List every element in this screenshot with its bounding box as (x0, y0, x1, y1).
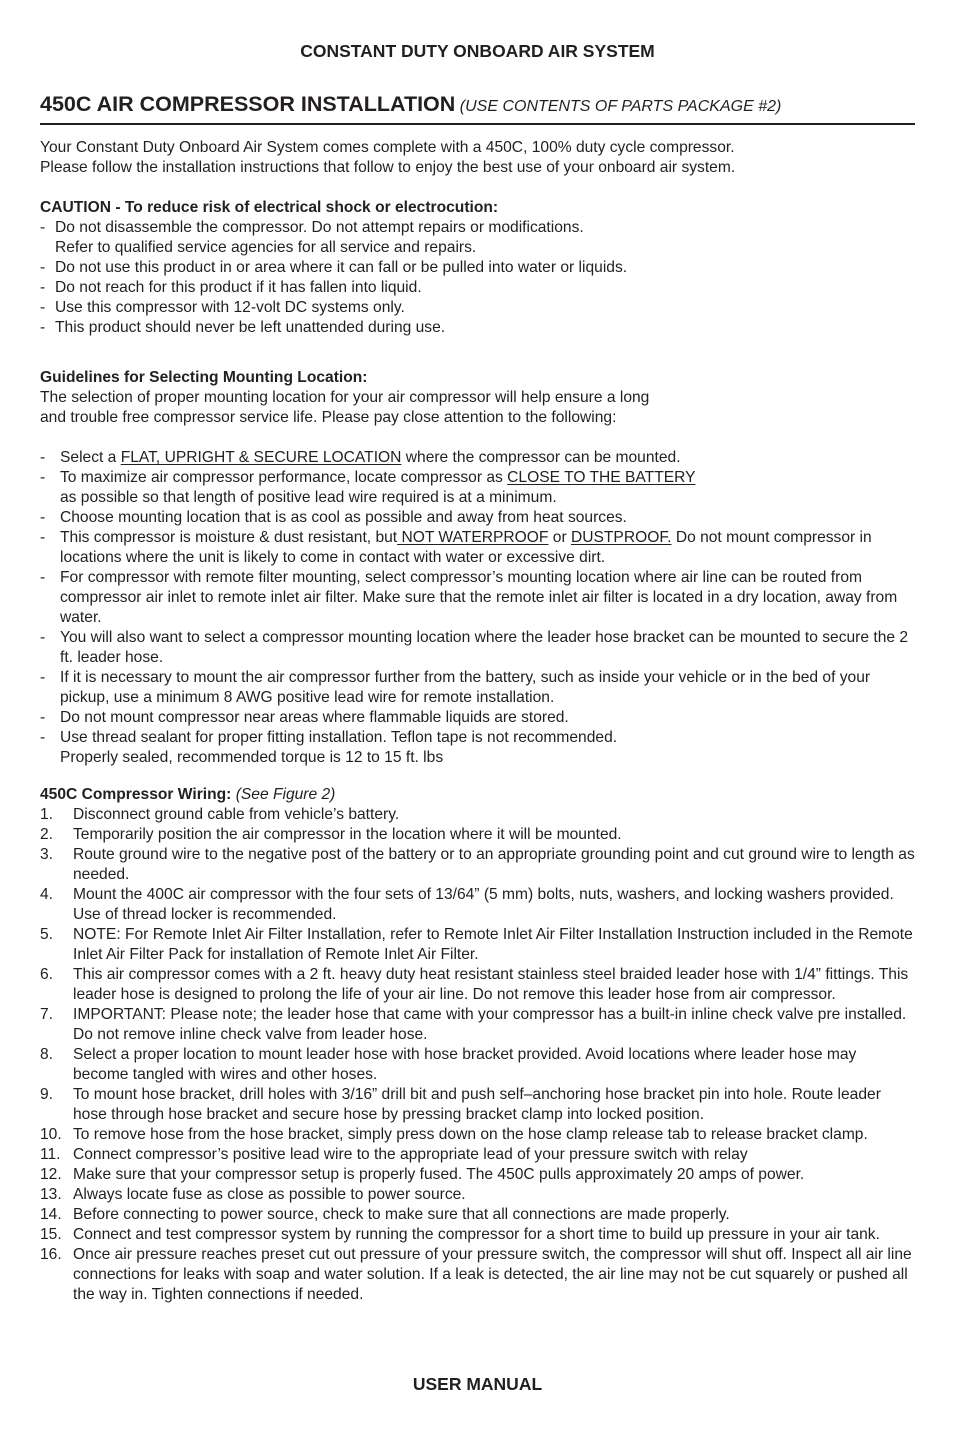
step-text: IMPORTANT: Please note; the leader hose that came with your compressor has a built-in inline check valve pre installed. Do not remove inline check valve from leader hose. (73, 1006, 907, 1043)
wiring-step (40, 965, 915, 1005)
guideline-item: - For compressor with remote filter mounting, select compressor’s mounting location where air line can be routed from compressor air inlet to remote inlet air filter. Make sure that the remote inlet air filter is located in a dry location, away from water. (40, 569, 898, 626)
step-number: 6. (40, 966, 54, 983)
step-text: To mount hose bracket, drill holes with 3/16” drill bit and push self–anchoring hose bracket pin into hole. Route leader hose through hose bracket and secure hose by pressing bracket clamp into locked position. (73, 1086, 881, 1123)
step-text: Disconnect ground cable from vehicle’s battery. (73, 806, 400, 823)
step-number: 3. (40, 846, 54, 863)
caution-item: - Do not reach for this product if it has fallen into liquid. (40, 279, 422, 296)
guideline-item: - This compressor is moisture & dust resistant, but NOT WATERPROOF or DUSTPROOF. Do not mount compressor in locations where the unit is likely to come in contact with water or excessive dirt. (40, 529, 872, 566)
section-title-main: 450C AIR COMPRESSOR INSTALLATION (40, 92, 456, 116)
step-number: 10. (40, 1126, 62, 1143)
guidelines-intro: The selection of proper mounting location for your air compressor will help ensure a long (40, 389, 650, 406)
step-text: Temporarily position the air compressor in the location where it will be mounted. (73, 826, 622, 843)
caution-item: - Use this compressor with 12-volt DC systems only. (40, 299, 405, 316)
intro-line: Please follow the installation instructions that follow to enjoy the best use of your onboard air system. (40, 159, 736, 176)
step-text: Before connecting to power source, check to make sure that all connections are made properly. (73, 1206, 730, 1223)
section-title (40, 92, 915, 125)
step-text: Once air pressure reaches preset cut out pressure of your pressure switch, the compressor will shut off. Inspect all air line connections for leaks with soap and water solution. If a leak is detected, the air line may not be cut squarely or pushed all the way in. Tighten connections if needed. (73, 1246, 912, 1303)
step-number: 2. (40, 826, 54, 843)
guideline-item: - Choose mounting location that is as cool as possible and away from heat sources. (40, 509, 627, 526)
guidelines-section (40, 368, 915, 768)
caution-section (40, 198, 915, 338)
wiring-step (40, 1165, 915, 1185)
step-number: 7. (40, 1006, 54, 1023)
wiring-steps-list (40, 805, 915, 1305)
guideline-item: - If it is necessary to mount the air compressor further from the battery, such as inside your vehicle or in the bed of your pickup, use a minimum 8 AWG positive lead wire for remote installation. (40, 669, 871, 706)
wiring-step (40, 1185, 915, 1205)
step-number: 1. (40, 806, 54, 823)
wiring-step (40, 1045, 915, 1085)
step-text: NOTE: For Remote Inlet Air Filter Installation, refer to Remote Inlet Air Filter Installation Instruction included in the Remote Inlet Air Filter Pack for installation of Remote Inlet Air Filter. (73, 926, 913, 963)
step-number: 15. (40, 1226, 62, 1243)
footer-label: USER MANUAL (412, 1374, 543, 1394)
wiring-step (40, 1205, 915, 1225)
caution-item: - This product should never be left unattended during use. (40, 319, 446, 336)
step-text: Make sure that your compressor setup is properly fused. The 450C pulls approximately 20 amps of power. (73, 1166, 805, 1183)
wiring-heading: 450C Compressor Wiring: (40, 786, 232, 803)
guideline-item: - To maximize air compressor performance, locate compressor as CLOSE TO THE BATTERY as possible so that length of positive lead wire required is at a minimum. (40, 469, 696, 506)
guideline-item: - Select a FLAT, UPRIGHT & SECURE LOCATION where the compressor can be mounted. (40, 449, 681, 466)
caution-item: - Do not disassemble the compressor. Do not attempt repairs or modifications. Refer to qualified service agencies for all service and repairs. (40, 219, 584, 256)
caution-item: - Do not use this product in or area where it can fall or be pulled into water or liquids. (40, 259, 628, 276)
step-text: To remove hose from the hose bracket, simply press down on the hose clamp release tab to release bracket clamp. (73, 1126, 868, 1143)
guideline-item: - Use thread sealant for proper fitting installation. Teflon tape is not recommended. Properly sealed, recommended torque is 12 to 15 ft. lbs (40, 729, 618, 766)
step-text: Connect and test compressor system by running the compressor for a short time to build up pressure in your air tank. (73, 1226, 880, 1243)
step-text: Connect compressor’s positive lead wire to the appropriate lead of your pressure switch with relay (73, 1146, 748, 1163)
step-number: 5. (40, 926, 54, 943)
guidelines-intro: and trouble free compressor service life. Please pay close attention to the following: (40, 409, 617, 426)
wiring-step (40, 1005, 915, 1045)
guideline-item: - Do not mount compressor near areas where flammable liquids are stored. (40, 709, 569, 726)
step-text: Select a proper location to mount leader hose with hose bracket provided. Avoid locations where leader hose may become tangled with wires and other hoses. (73, 1046, 857, 1083)
wiring-step (40, 925, 915, 965)
section-title-sub: (USE CONTENTS OF PARTS PACKAGE #2) (459, 98, 782, 115)
step-number: 9. (40, 1086, 54, 1103)
intro-line: Your Constant Duty Onboard Air System comes complete with a 450C, 100% duty cycle compressor. (40, 139, 735, 156)
step-number: 12. (40, 1166, 62, 1183)
wiring-step (40, 805, 915, 825)
step-number: 8. (40, 1046, 54, 1063)
step-number: 11. (40, 1146, 61, 1163)
guidelines-heading: Guidelines for Selecting Mounting Location: (40, 369, 368, 386)
step-number: 13. (40, 1186, 62, 1203)
intro-paragraph (40, 138, 915, 178)
guideline-item: - You will also want to select a compressor mounting location where the leader hose bracket can be mounted to secure the 2 ft. leader hose. (40, 629, 909, 666)
wiring-step (40, 885, 915, 925)
system-title: CONSTANT DUTY ONBOARD AIR SYSTEM (300, 41, 655, 61)
wiring-step (40, 825, 915, 845)
step-number: 4. (40, 886, 54, 903)
caution-heading: CAUTION - To reduce risk of electrical shock or electrocution: (40, 199, 499, 216)
wiring-heading-note: (See Figure 2) (235, 786, 336, 803)
wiring-section (40, 785, 915, 1305)
step-number: 14. (40, 1206, 62, 1223)
step-number: 16. (40, 1246, 62, 1263)
step-text: Always locate fuse as close as possible to power source. (73, 1186, 466, 1203)
wiring-step (40, 1085, 915, 1125)
step-text: Route ground wire to the negative post of the battery or to an appropriate grounding point and cut ground wire to length as needed. (73, 846, 915, 883)
step-text: Mount the 400C air compressor with the four sets of 13/64” (5 mm) bolts, nuts, washers, and locking washers provided. Use of thread locker is recommended. (73, 886, 894, 923)
wiring-step (40, 1145, 915, 1165)
step-text: This air compressor comes with a 2 ft. heavy duty heat resistant stainless steel braided leader hose with 1/4” fittings. This leader hose is designed to prolong the life of your air line. Do not remove this leader hose from air compressor. (73, 966, 909, 1003)
wiring-step (40, 845, 915, 885)
wiring-step (40, 1245, 915, 1305)
wiring-step (40, 1225, 915, 1245)
wiring-step (40, 1125, 915, 1145)
